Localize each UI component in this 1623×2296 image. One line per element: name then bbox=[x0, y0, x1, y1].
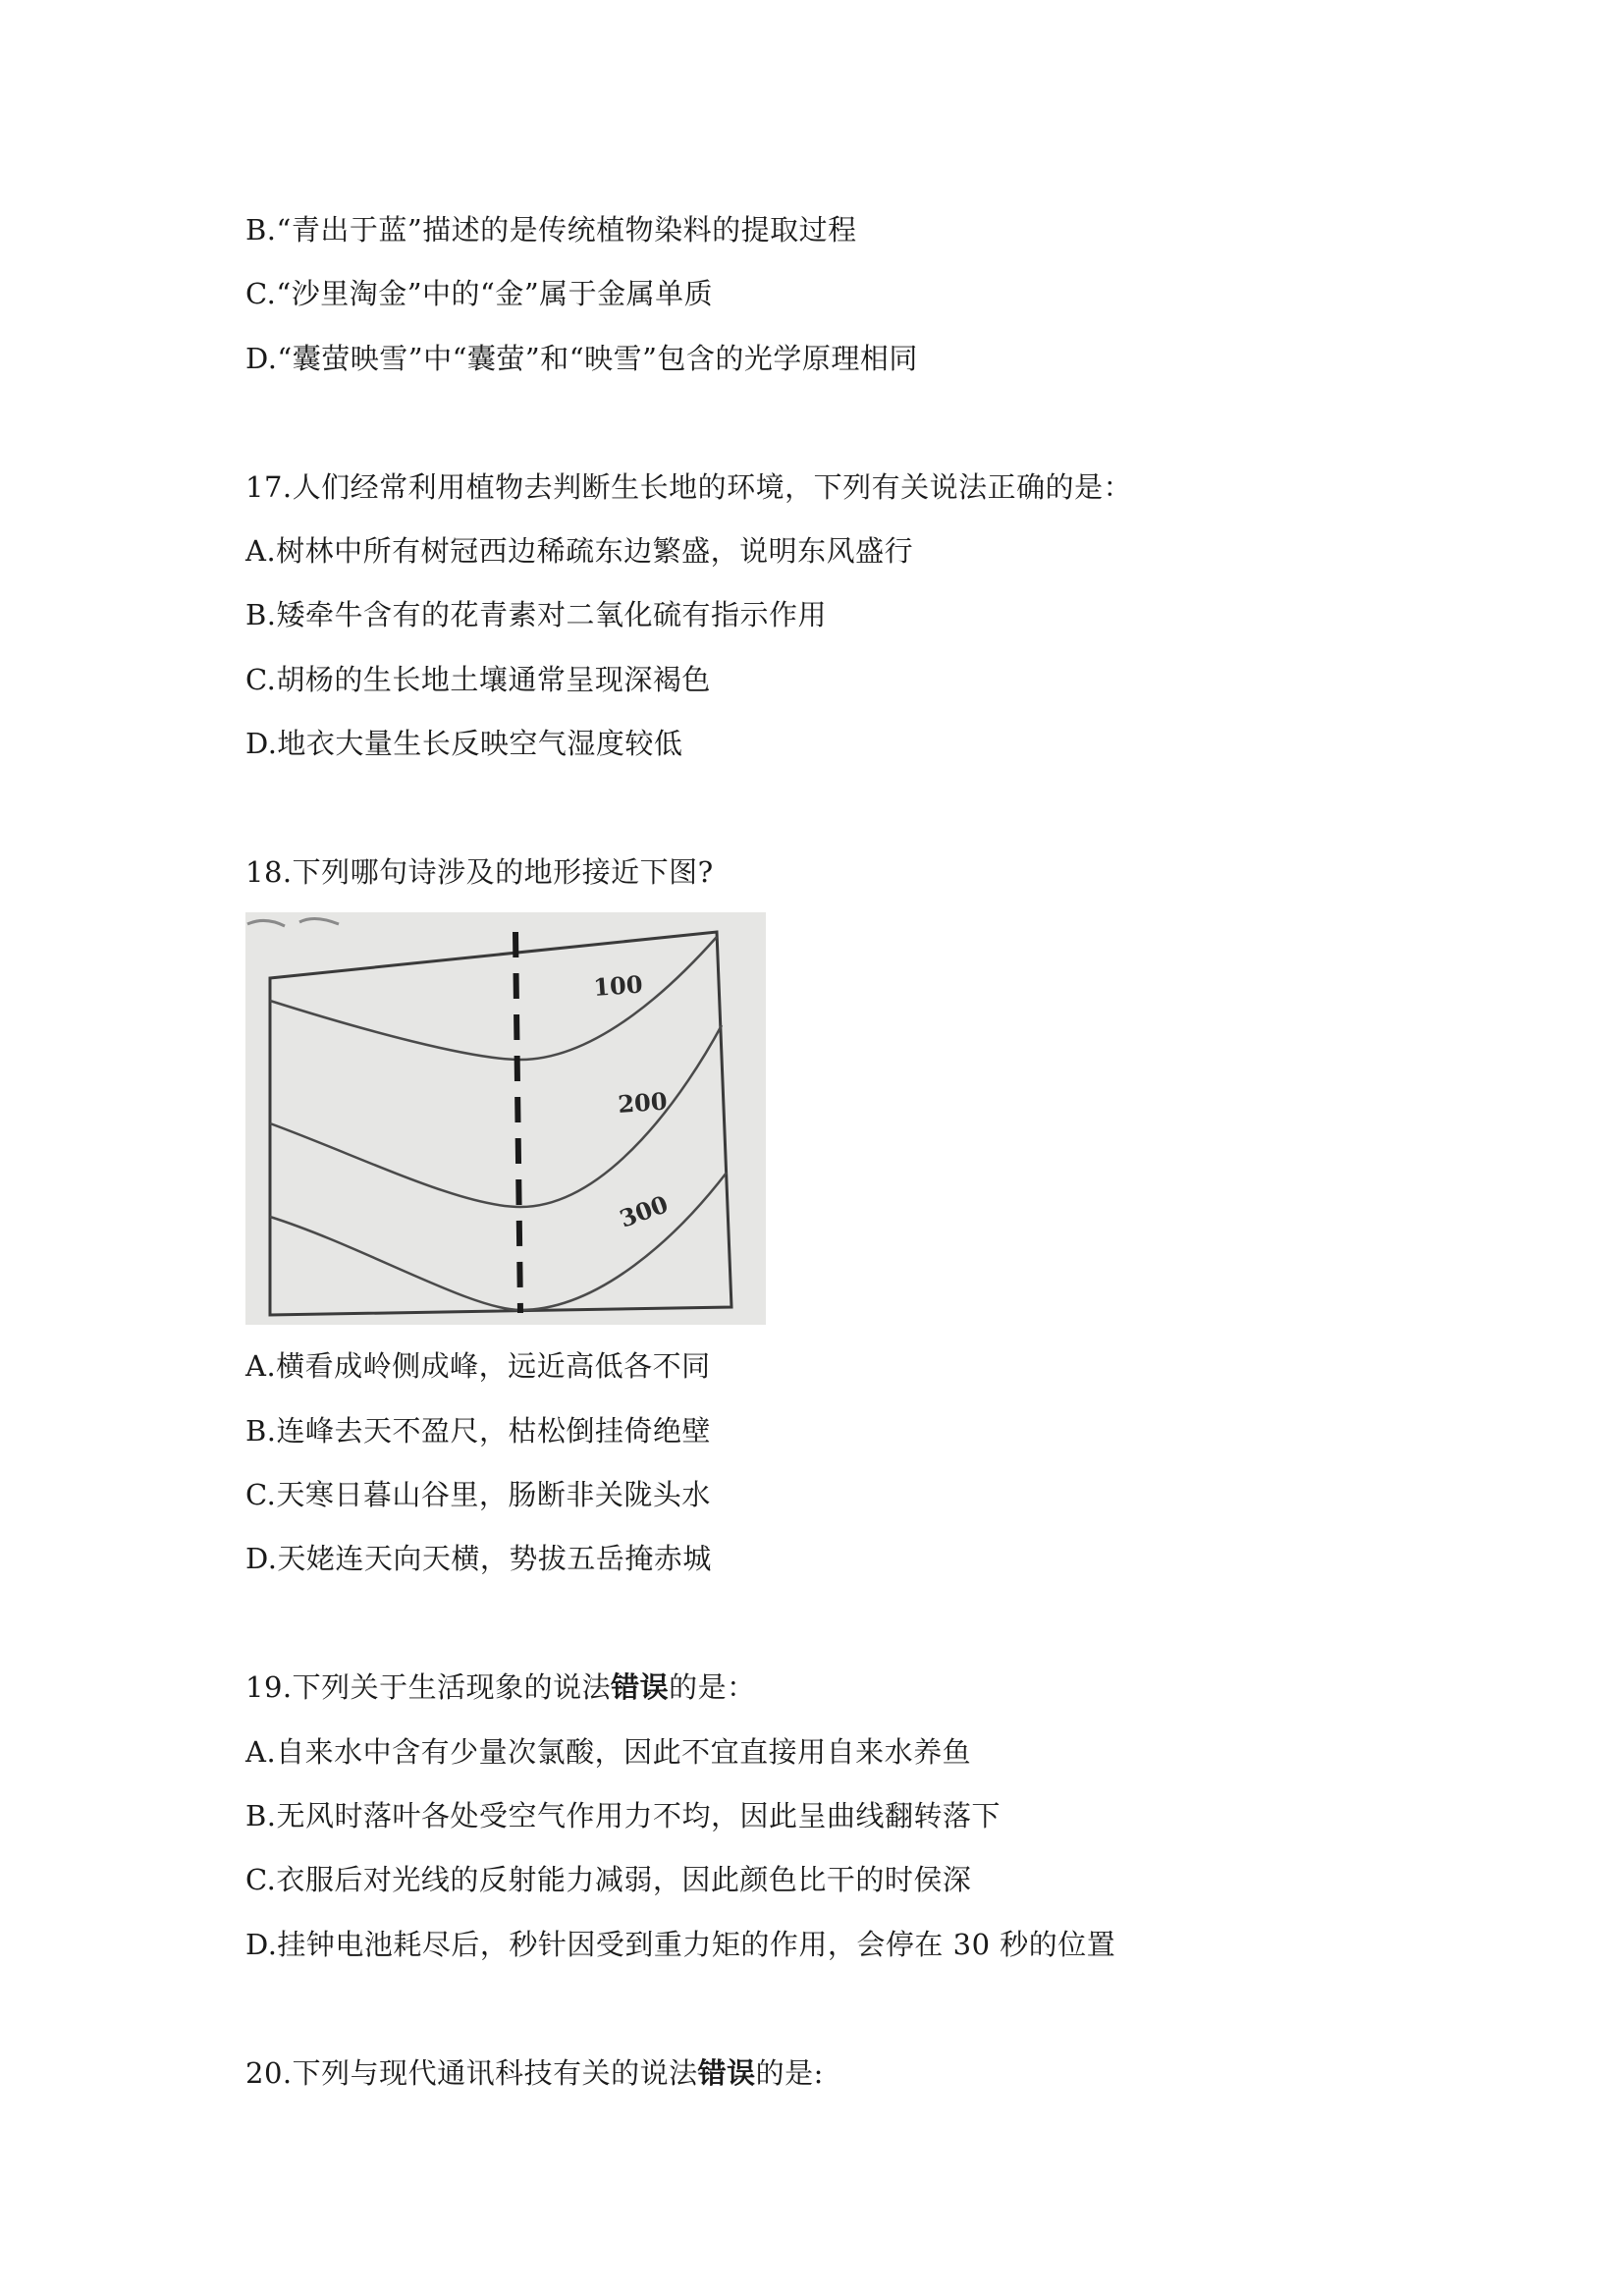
option-b: B.“青出于蓝”描述的是传统植物染料的提取过程 bbox=[245, 213, 857, 246]
question-19-stem bbox=[245, 1667, 756, 1707]
question-18-option-c: C.天寒日暮山谷里，肠断非关陇头水 bbox=[245, 1478, 711, 1511]
question-20-stem bbox=[245, 2053, 824, 2093]
question-19-option-c: C.衣服后对光线的反射能力减弱，因此颜色比干的时侯深 bbox=[245, 1863, 972, 1896]
question-17-option-c: C.胡杨的生长地土壤通常呈现深褐色 bbox=[245, 663, 711, 696]
question-20-stem-suffix: 的是: bbox=[755, 2056, 824, 2090]
contour-label-200: 200 bbox=[617, 1086, 669, 1119]
question-19-option-a: A.自来水中含有少量次氯酸，因此不宜直接用自来水养鱼 bbox=[245, 1735, 972, 1769]
question-17-option-b: B.矮牵牛含有的花青素对二氧化硫有指示作用 bbox=[245, 598, 828, 631]
map-frame bbox=[270, 932, 731, 1315]
contour-map-figure bbox=[245, 912, 766, 1325]
question-18-option-a: A.横看成岭侧成峰，远近高低各不同 bbox=[245, 1349, 711, 1383]
question-17-option-d: D.地衣大量生长反映空气湿度较低 bbox=[245, 727, 683, 760]
question-20-stem-prefix: 20.下列与现代通讯科技有关的说法 bbox=[245, 2056, 698, 2090]
contour-label-300: 300 bbox=[616, 1189, 673, 1233]
question-17-stem: 17.人们经常利用植物去判断生长地的环境，下列有关说法正确的是： bbox=[245, 470, 1133, 504]
question-18-option-b: B.连峰去天不盈尺，枯松倒挂倚绝壁 bbox=[245, 1414, 712, 1448]
question-19-stem-prefix: 19.下列关于生活现象的说法 bbox=[245, 1670, 612, 1704]
question-19-option-d: D.挂钟电池耗尽后，秒针因受到重力矩的作用，会停在 30 秒的位置 bbox=[245, 1928, 1116, 1961]
option-c: C.“沙里淘金”中的“金”属于金属单质 bbox=[245, 277, 714, 310]
question-19-option-b: B.无风时落叶各处受空气作用力不均，因此呈曲线翻转落下 bbox=[245, 1799, 1001, 1832]
question-18-option-d: D.天姥连天向天横，势拔五岳掩赤城 bbox=[245, 1542, 712, 1575]
valley-dashed-line bbox=[515, 932, 520, 1313]
contour-label-100: 100 bbox=[592, 969, 644, 1002]
question-18-stem: 18.下列哪句诗涉及的地形接近下图? bbox=[245, 855, 714, 889]
question-20-stem-emphasis: 错误 bbox=[697, 2056, 756, 2090]
question-17-option-a: A.树林中所有树冠西边稀疏东边繁盛，说明东风盛行 bbox=[245, 534, 914, 568]
option-d: D.“囊萤映雪”中“囊萤”和“映雪”包含的光学原理相同 bbox=[245, 342, 918, 375]
question-19-stem-suffix: 的是： bbox=[669, 1670, 756, 1704]
scan-smudge bbox=[247, 918, 339, 926]
question-19-stem-emphasis: 错误 bbox=[611, 1670, 670, 1704]
contour-line-200 bbox=[270, 1025, 722, 1207]
